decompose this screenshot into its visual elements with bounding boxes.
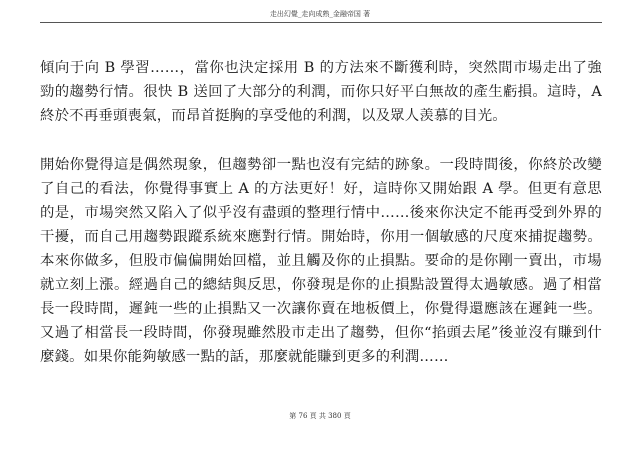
page-number: 第 76 頁 共 380 頁 [289,412,351,420]
paragraph-2: 開始你覺得這是偶然現象，但趨勢卻一點也沒有完結的跡象。一段時間後，你終於改變了自己的看法，你覺得事實上 A 的方法更好！好，這時你又開始跟 A 學。但更有意思的是，市場突然又陷入了似乎沒有盡頭的整理行情中……後來你決定不能再受到外界的干擾，而自己用趨勢跟蹤系統來應對行情。開始時，你用一個敏感的尺度來捕捉趨勢。本來你做多，但股市偏偏開始回檔，並且觸及你的止損點。要命的是你剛一賣出，市場就立刻上漲。經過自己的總結與反思，你發現是你的止損點設置得太過敏感。過了相當長一段時間，遲鈍一些的止損點又一次讓你賣在地板價上，你覺得還應該在遲鈍一些。又過了相當長一段時間，你發現雖然股市走出了趨勢，但你“掐頭去尾”後並沒有賺到什麼錢。如果你能夠敏感一點的話，那麼就能賺到更多的利潤…… [40,157,602,365]
paragraph-1: 傾向于向 B 學習……，當你也決定採用 B 的方法來不斷獲利時，突然間市場走出了強勁的趨勢行情。很快 B 送回了大部分的利潤，而你只好平白無故的產生虧損。這時，A 終於不再垂頭喪氣，而昂首挺胸的享受他的利潤，以及眾人羡慕的目光。 [40,60,602,124]
document-title: 走出幻覺_走向成熟_金融帝国 著 [269,10,371,18]
header-divider [40,22,602,23]
page-header [0,9,640,19]
document-body [40,56,602,369]
page-footer [0,411,640,421]
